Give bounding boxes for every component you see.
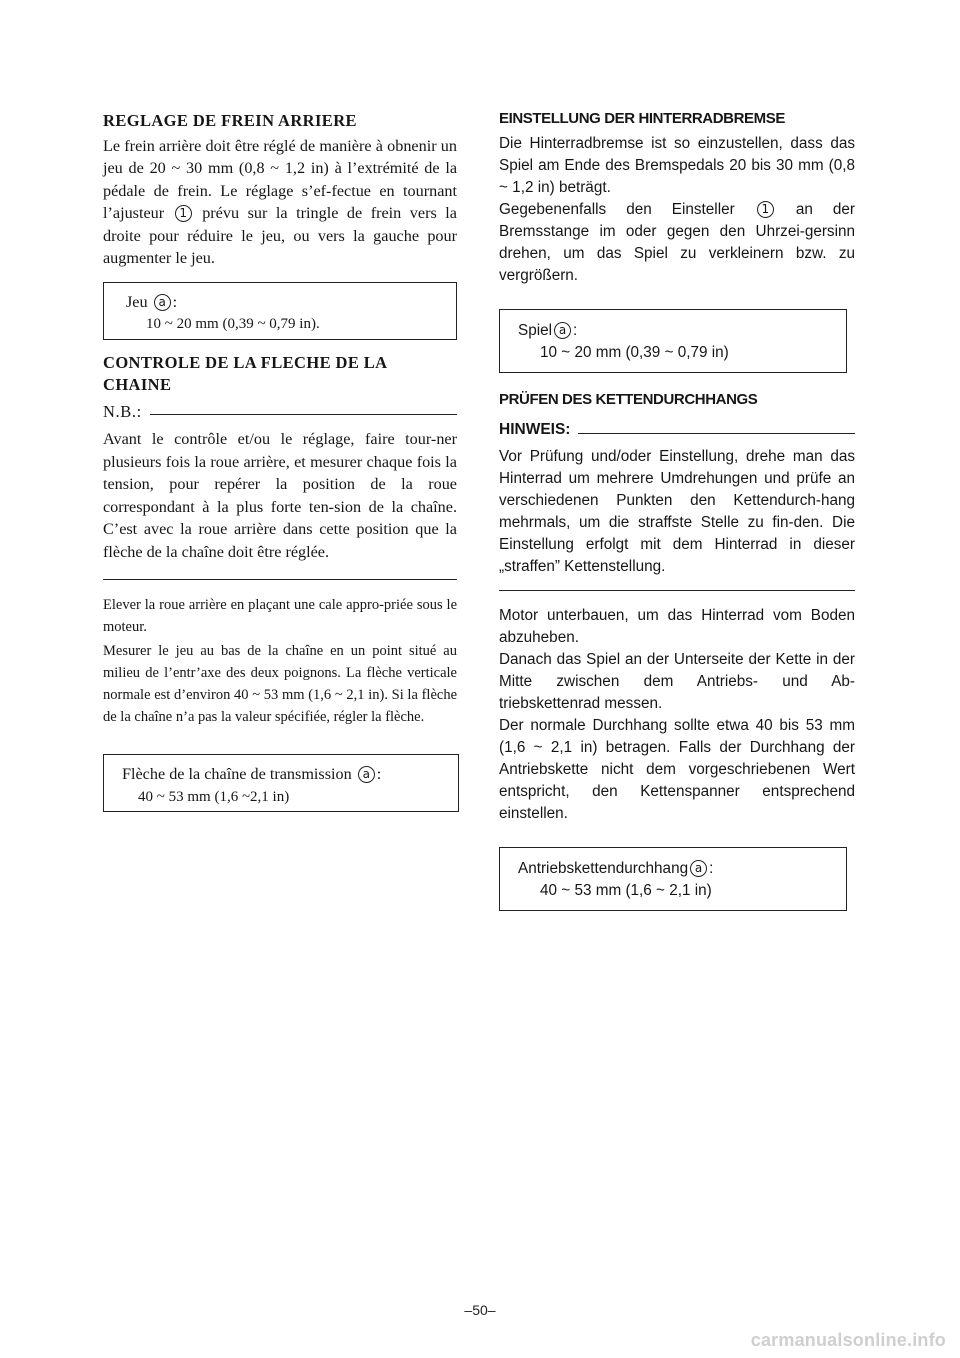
note-divider-de — [578, 433, 855, 434]
brake-play-spec-value-de: 10 ~ 20 mm (0,39 ~ 0,79 in) — [540, 344, 729, 361]
spec-marker-icon: a — [154, 294, 171, 311]
note-label-de: HINWEIS: — [499, 421, 571, 438]
rear-brake-text-fr-1: Le frein arrière doit être réglé de manière à obnenir un jeu de 20 ~ 30 mm (0,8 ~ 1,2 in) à l’extrémité de la pédale de frein. Le réglage s’ef-fectue en tournant l’ajusteur — [103, 136, 457, 222]
chain-text-de-2: Danach das Spiel an der Unterseite der Kette in der Mitte zwischen dem Antriebs- und Ab-triebskettenrad messen. — [499, 651, 855, 712]
spec-marker-icon: a — [358, 766, 375, 783]
rear-brake-heading-fr: REGLAGE DE FREIN ARRIERE — [103, 111, 357, 130]
note-label-fr: N.B.: — [103, 401, 142, 421]
adjuster-marker-icon: 1 — [175, 205, 192, 222]
chain-text-fr-1: Elever la roue arrière en plaçant une cale appro-priée sous le moteur. — [103, 597, 457, 635]
brake-play-spec-box-fr — [103, 282, 457, 340]
chain-slack-heading-fr: CONTROLE DE LA FLECHE DE LA CHAINE — [103, 352, 388, 394]
adjuster-marker-icon: 1 — [757, 201, 774, 218]
note-header-de — [499, 419, 855, 441]
chain-text-de-1: Motor unterbauen, um das Hinterrad vom Boden abzuheben. — [499, 607, 855, 646]
note-text-fr: Avant le contrôle et/ou le réglage, faire tour-ner plusieurs fois la roue arrière, et mesurer chaque fois la tension, pour repérer la position de la roue correspondant à la plus forte ten-sion de la chaîne. C’est avec la roue arrière dans cette position que la flèche de la chaîne doit être réglée. — [103, 430, 457, 561]
brake-play-spec-value-fr: 10 ~ 20 mm (0,39 ~ 0,79 in). — [146, 316, 320, 332]
watermark: carmanualsonline.info — [750, 1330, 946, 1350]
note-header-fr — [103, 401, 457, 424]
rear-brake-text-de-2: Gegebenenfalls den Einsteller 1 an der Bremsstange im oder gegen den Uhrzei-gersinn drehen, um das Spiel zu verkleinern bzw. zu vergrößern. — [499, 201, 856, 284]
note-text-de: Vor Prüfung und/oder Einstellung, drehe man das Hinterrad um mehrere Umdrehungen und prüfe an verschiedenen Punkten den Kettendurch-hang mehrmals, um die straffste Stelle zu fin-den. Die Einstellung erfolgt mit dem Hinterrad in dieser „straffen” Kettenstellung. — [499, 448, 855, 575]
chain-slack-spec-value-de: 40 ~ 53 mm (1,6 ~ 2,1 in) — [540, 882, 712, 899]
french-column — [103, 110, 457, 824]
chain-text-de-3: Der normale Durchhang sollte etwa 40 bis 53 mm (1,6 ~ 2,1 in) betragen. Falls der Durchhang der Antriebskette nicht dem vorgeschriebenen Wert entspricht, den Kettenspanner entsprechend einstellen. — [499, 717, 855, 822]
german-column — [499, 108, 855, 923]
spec-marker-icon: a — [690, 860, 707, 877]
page-number: –50– — [464, 1302, 496, 1318]
brake-play-spec-label-de: Spiel a : — [518, 322, 578, 339]
chain-slack-heading-de: PRÜFEN DES KETTENDURCHHANGS — [499, 391, 758, 408]
chain-slack-spec-value-fr: 40 ~ 53 mm (1,6 ~2,1 in) — [138, 788, 290, 805]
note-end-rule-de — [499, 590, 855, 591]
note-divider-fr — [150, 414, 457, 415]
chain-slack-spec-box-de — [499, 847, 847, 911]
chain-text-fr-2: Mesurer le jeu au bas de la chaîne en un point situé au milieu de l’entr’axe des deux poignons. La flèche verticale normale est d’environ 40 ~ 53 mm (1,6 ~ 2,1 in). Si la flèche de la chaîne n’a pas la valeur spécifiée, régler la flèche. — [103, 643, 457, 725]
chain-slack-spec-label-de: Antriebskettendurchhang a : — [518, 860, 714, 877]
brake-play-spec-label-fr: Jeu a : — [126, 292, 178, 311]
rear-brake-text-fr — [103, 135, 457, 270]
rear-brake-heading-de: EINSTELLUNG DER HINTERRADBREMSE — [499, 110, 785, 127]
brake-play-spec-box-de — [499, 309, 847, 373]
spec-marker-icon: a — [554, 322, 571, 339]
chain-slack-spec-label-fr: Flèche de la chaîne de transmission a : — [122, 765, 382, 783]
rear-brake-text-fr-2: prévu sur la tringle de frein vers la droite pour réduire le jeu, ou vers la gauche pour augmenter le jeu. — [103, 204, 457, 267]
note-end-rule-fr — [103, 579, 457, 580]
rear-brake-text-de-1: Die Hinterradbremse ist so einzustellen, dass das Spiel am Ende des Bremspedals 20 bis 30 mm (0,8 ~ 1,2 in) beträgt. — [499, 135, 855, 196]
chain-slack-spec-box-fr — [103, 754, 459, 812]
